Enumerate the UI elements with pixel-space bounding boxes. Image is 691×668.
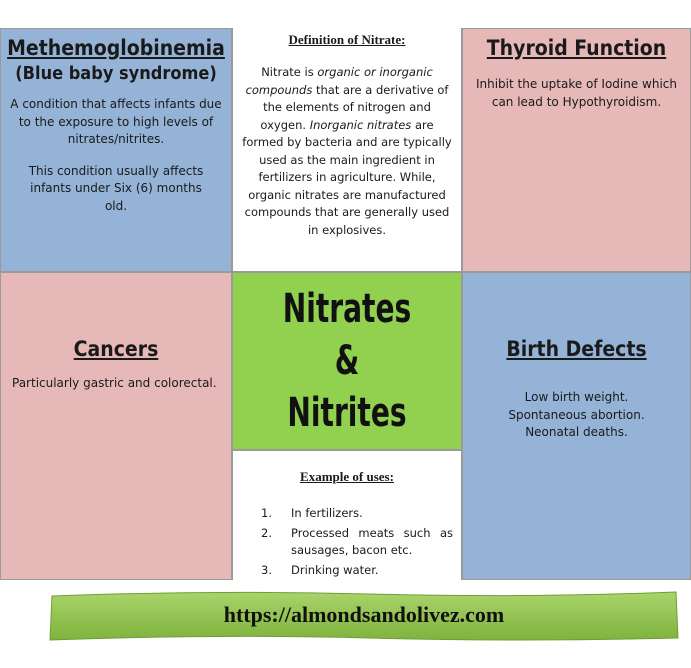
uses-item-number: 1.: [261, 506, 272, 520]
uses-item-number: 2.: [261, 525, 272, 540]
uses-list: [261, 505, 453, 579]
center-title-ampersand: &: [334, 338, 360, 384]
uses-heading: Example of uses:: [300, 469, 394, 484]
definition-panel: [232, 28, 462, 272]
birth-defects-title: Birth Defects: [506, 337, 647, 361]
nitrates-nitrites-panel: [232, 272, 462, 450]
center-title-line1: Nitrates: [282, 286, 412, 332]
uses-item: [261, 525, 453, 560]
methemoglobinemia-title: Methemoglobinemia: [7, 36, 225, 60]
definition-text: [241, 64, 453, 239]
definition-text-4: Inorganic nitrates: [309, 117, 412, 132]
thyroid-panel: [462, 28, 691, 272]
thyroid-title: Thyroid Function: [486, 36, 667, 60]
definition-text-2: organic or inorganic compounds: [245, 65, 433, 97]
birth-defect-item: Spontaneous abortion.: [508, 407, 645, 422]
uses-panel: [232, 450, 462, 580]
uses-item: [261, 505, 453, 523]
uses-item-text: Processed meats such as sausages, bacon etc.: [291, 525, 453, 557]
cancers-description: Particularly gastric and colorectal.: [12, 376, 217, 390]
website-url[interactable]: https://almondsandolivez.com: [223, 602, 505, 627]
definition-heading: Definition of Nitrate:: [288, 32, 406, 47]
uses-item-number: 3.: [261, 562, 272, 577]
birth-defects-panel: [462, 272, 691, 580]
uses-item-text: Drinking water.: [291, 562, 379, 577]
uses-item-text: In fertilizers.: [291, 506, 363, 520]
birth-defects-list: [463, 389, 690, 442]
definition-text-5: are formed by bacteria and are typically used as the main ingredient in fertilizers in agriculture. While, organic nitrates are manufactured compounds that are generally used in explosives.: [242, 117, 452, 237]
definition-text-1: Nitrate is: [261, 65, 318, 79]
methemoglobinemia-panel: [0, 28, 232, 272]
methemoglobinemia-subtitle: (Blue baby syndrome): [15, 63, 217, 84]
cancers-title: Cancers: [73, 337, 159, 361]
methemoglobinemia-age-note: This condition usually affects infants under Six (6) months old.: [28, 163, 204, 213]
definition-text-3: that are a derivative of the elements of nitrogen and oxygen.: [260, 82, 449, 132]
cancers-panel: [0, 272, 232, 580]
uses-item: [261, 562, 453, 580]
thyroid-description: Inhibit the uptake of Iodine which can lead to Hypothyroidism.: [475, 77, 678, 109]
center-title-line3: Nitrites: [287, 390, 407, 436]
birth-defect-item: Neonatal deaths.: [525, 425, 628, 439]
methemoglobinemia-description: A condition that affects infants due to the exposure to high levels of nitrates/nitrites.: [10, 97, 222, 146]
website-banner: [48, 590, 680, 642]
birth-defect-item: Low birth weight.: [524, 390, 629, 404]
